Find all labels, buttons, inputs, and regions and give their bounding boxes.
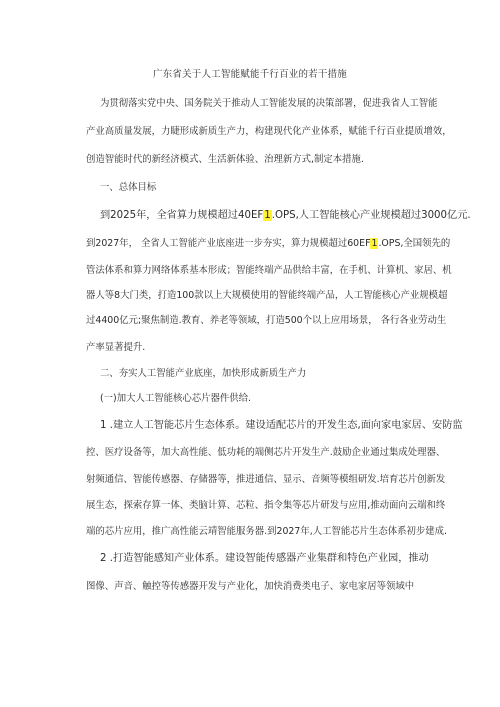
line-segment: 到2027年， 全省人工智能产业底座进一步夯实，算力规模超过60EF <box>86 238 371 249</box>
line-segment: 到2025年，全省算力规模超过40EF <box>100 210 264 221</box>
body-line: 二、夯实人工智能产业底座，加快形成新质生产力 <box>100 368 307 379</box>
body-line: 为贯彻落实党中央、国务院关于推动人工智能发展的决策部署，促进我省人工智能 <box>100 98 438 109</box>
body-line: 过4400亿元;聚焦制造.教育、养老等领域，打造500个以上应用场景， 各行各业劳动生 <box>86 315 447 326</box>
body-line <box>100 209 471 222</box>
body-line: 图像、声音、触控等传感器开发与产业化，加快消费类电子、家电家居等领域中 <box>86 581 415 592</box>
line-segment: .OPS,全国领先的 <box>378 238 451 249</box>
body-line <box>86 237 451 250</box>
body-line: 端的芯片应用，推广高性能云靖智能服务器.到2027年,人工智能芯片生态体系初步建成. <box>86 526 447 537</box>
body-line: 产业高质量发展，力睫形成新质生产力，构建现代化产业体系，赋能千行百业提质增效， <box>86 126 452 137</box>
body-line: 器人等8大门类，打造100款以上大规模使用的智能终端产品，人工智能核心产业规模超 <box>86 290 448 301</box>
body-line: 产率显著提升. <box>86 342 146 353</box>
highlighted-text: 1 <box>264 210 271 221</box>
body-line: 展生态，探索存算一体、类脑计算、芯粒、指令集等芯片研发与应用,推动面向云端和终 <box>86 500 446 511</box>
body-line: 管法体系和算力网络体系基本形成；智能终端产品供给丰富，在手机、计算机、家居、机 <box>86 265 452 276</box>
body-line: (一)加大人工智能核心芯片器件供给. <box>100 393 251 404</box>
highlighted-text: 1 <box>371 238 378 249</box>
body-line: 2 .打造智能感知产业体系。建设智能传感器产业集群和特色产业园，推动 <box>100 553 429 564</box>
body-line: 1 .建立人工智能芯片生态体系。建设适配芯片的开发生态,面向家电家居、安防监 <box>100 420 463 431</box>
body-line: 一、总体目标 <box>100 182 157 193</box>
body-line: 控、医疗设备等，加大高性能、低功耗的端侧芯片开发生产.鼓励企业通过集成处理器、 <box>86 447 446 458</box>
body-line: 射频通信、智能传感器、存储器等，推进通信、显示、音频等模组研发.培育芯片创新发 <box>86 474 446 485</box>
document-title: 广东省关于人工智能赋能千行百业的若干措施 <box>152 69 347 80</box>
line-segment: .OPS,人工智能核心产业规模超过3000亿元. <box>271 210 471 221</box>
body-line: 创造智能时代的新经济模式、生活新体验、治理新方式,制定本措施. <box>86 154 364 165</box>
